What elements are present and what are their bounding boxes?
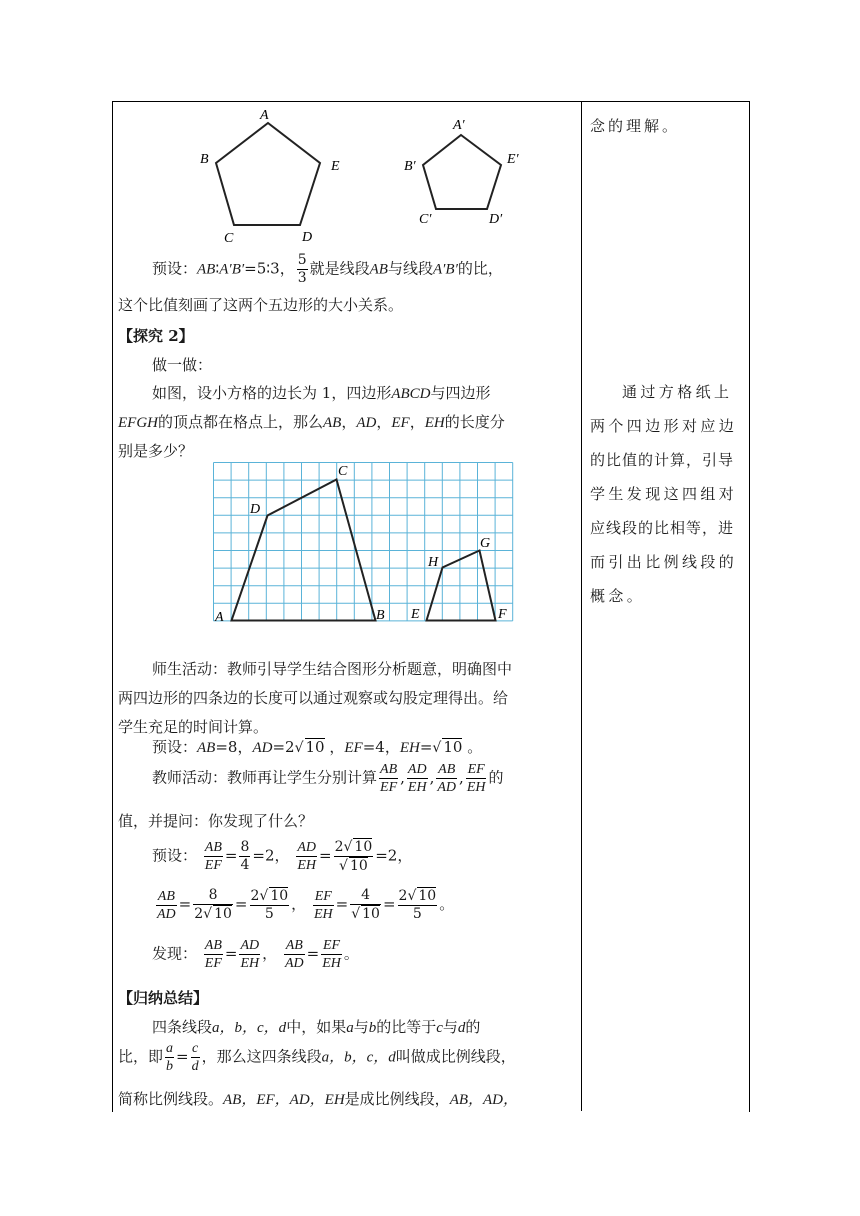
fraction-5-3: $\frac{5}{3}$ bbox=[297, 252, 307, 286]
note-line: 概念。 bbox=[590, 587, 646, 605]
preset-1-line-1: 预设：AB∶A′B′=5∶3， $\frac{5}{3}$ 就是线段AB与线段A′B′的比， bbox=[152, 252, 503, 286]
big-pentagon bbox=[216, 123, 320, 225]
explore-2-line-3: 别是多少？ bbox=[118, 442, 194, 460]
activity-2-line-2: 值，并提问：你发现了什么？ bbox=[118, 812, 314, 830]
note-line: 应线段的比相等，进 bbox=[590, 519, 735, 537]
preset-3-line-1: 预设： $\frac{AB}{EF}$ = $\frac{8}{4}$ =2， $\frac{AD}{EH}$ = $\frac{2√ 10}{√ 10}$ =2， bbox=[152, 839, 413, 874]
label-D: D bbox=[302, 230, 313, 245]
label-B: B bbox=[376, 608, 385, 623]
label-C-prime: C′ bbox=[419, 212, 432, 227]
summary-line-1: 四条线段a，b，c，d中，如果a与b的比等于c与d的 bbox=[152, 1018, 481, 1036]
preset-1-line-2: 这个比值刻画了这两个五边形的大小关系。 bbox=[118, 296, 404, 314]
note-line: 而引出比例线段的 bbox=[590, 553, 738, 571]
fraction: $\frac{AD}{EH}$ bbox=[407, 762, 427, 795]
label-A: A bbox=[215, 610, 224, 625]
label-B: B bbox=[200, 152, 209, 167]
discovery-line: 发现： $\frac{AB}{EF}$ = $\frac{AD}{EH}$ ， $\frac{AB}{AD}$ = $\frac{EF}{EH}$ 。 bbox=[152, 938, 359, 971]
label-G: G bbox=[480, 536, 491, 551]
small-pentagon bbox=[423, 135, 501, 209]
do-it-label: 做一做： bbox=[152, 356, 213, 374]
note-line: 的比值的计算，引导 bbox=[590, 451, 735, 469]
label-C: C bbox=[224, 231, 234, 246]
summary-heading: 【归纳总结】 bbox=[118, 989, 209, 1007]
label-D-prime: D′ bbox=[489, 212, 503, 227]
label-E: E bbox=[411, 607, 420, 622]
label-E-prime: E′ bbox=[507, 152, 519, 167]
label-A-prime: A′ bbox=[453, 118, 465, 133]
explore-2-line-1: 如图，设小方格的边长为 1，四边形ABCD与四边形 bbox=[152, 384, 491, 402]
fraction: $\frac{EF}{EH}$ bbox=[466, 762, 486, 795]
label-B-prime: B′ bbox=[404, 159, 416, 174]
summary-line-3: 简称比例线段。AB，EF，AD，EH是成比例线段，AB，AD， bbox=[118, 1090, 519, 1108]
design-note bbox=[590, 375, 737, 613]
note-line: 通过方格纸上 bbox=[622, 383, 733, 401]
label-C: C bbox=[338, 464, 348, 479]
label-E: E bbox=[331, 159, 340, 174]
activity-2-line-1: 教师活动：教师再让学生分别计算 $\frac{AB}{EF}$ , $\frac{AD}{EH}$ , $\frac{AB}{AD}$ , $\frac{EF}{EH}$ 的 bbox=[152, 762, 504, 795]
right-top-text: 念的理解。 bbox=[590, 117, 681, 135]
fraction: $\frac{AB}{AD}$ bbox=[437, 762, 457, 795]
note-line: 两个四边形对应边 bbox=[590, 417, 738, 435]
preset-2: 预设：AB=8，AD=2√ 10 ，EF=4，EH=√ 10 。 bbox=[152, 738, 483, 756]
summary-line-2: 比，即 $\frac{a}{b}$ = $\frac{c}{d}$ ，那么这四条线段a，b，c，d叫做成比例线段， bbox=[118, 1041, 516, 1074]
grid-figure bbox=[205, 455, 525, 645]
explore-2-heading: 【探究 2】 bbox=[118, 327, 194, 345]
label-D: D bbox=[250, 502, 261, 517]
preset-3-line-2: $\frac{AB}{AD}$ = $\frac{8}{2√ 10}$ = $\frac{2√ 10}{5}$ ， $\frac{EF}{EH}$ = $\frac{4}{√ 10}$ = $\frac{2√ 10}{5}$ 。 bbox=[157, 887, 455, 922]
column-divider bbox=[581, 101, 582, 1111]
note-line: 学生发现这四组对 bbox=[590, 485, 738, 503]
fraction: $\frac{AB}{EF}$ bbox=[380, 762, 398, 795]
explore-2-line-2: EFGH的顶点都在格点上，那么AB，AD，EF，EH的长度分 bbox=[118, 413, 505, 431]
activity-1: 师生活动：教师引导学生结合图形分析题意，明确图中 两四边形的四条边的长度可以通过观察或勾股定理得出。给 学生充足的时间计算。 bbox=[118, 660, 513, 736]
pentagons-figure bbox=[190, 105, 540, 247]
label-H: H bbox=[428, 555, 439, 570]
label-A: A bbox=[260, 108, 269, 123]
label-F: F bbox=[498, 607, 507, 622]
